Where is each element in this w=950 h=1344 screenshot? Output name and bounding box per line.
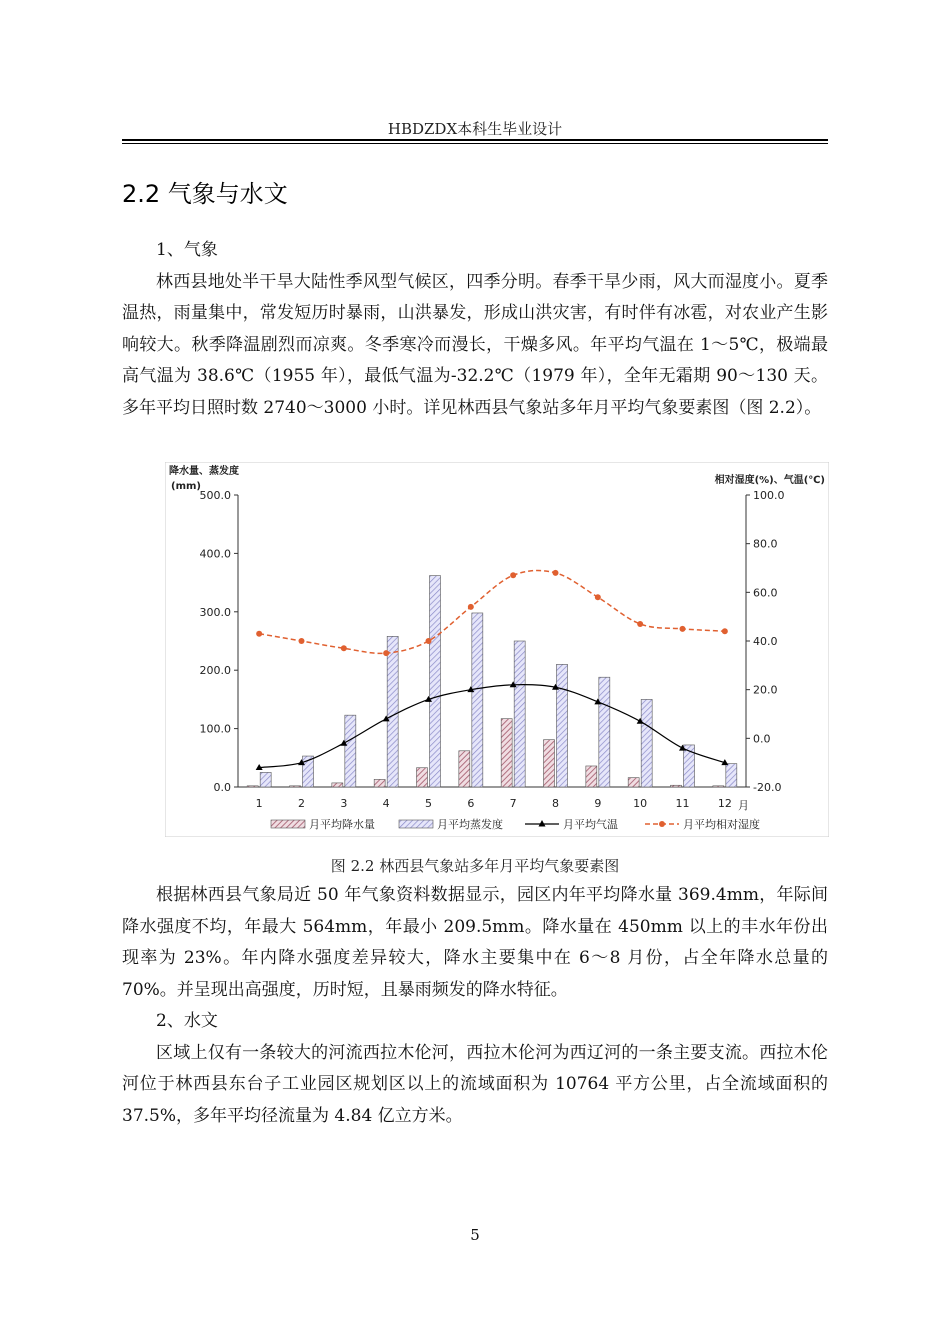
climate-chart	[165, 462, 829, 837]
bar-precipitation	[247, 786, 258, 787]
y-tick-label-right: 40.0	[753, 635, 778, 648]
x-tick-label: 9	[594, 797, 602, 810]
bar-evaporation	[472, 613, 483, 787]
x-tick-label: 11	[675, 797, 690, 810]
paragraph-heading-meteorology: 1、气象	[156, 240, 218, 260]
point-humidity	[510, 572, 516, 578]
y-tick-label-left: 200.0	[199, 664, 231, 678]
bar-precipitation	[713, 786, 724, 787]
y-axis-left-label: 降水量、蒸发度	[169, 466, 239, 477]
bar-precipitation	[290, 786, 301, 787]
body-text-top	[122, 235, 828, 424]
y-tick-label-right: -20.0	[753, 781, 782, 794]
x-tick-label: 1	[255, 797, 263, 810]
x-tick-label: 12	[717, 797, 732, 810]
legend-label-evaporation: 月平均蒸发度	[437, 818, 503, 831]
y-tick-label-left: 300.0	[199, 605, 231, 619]
bar-evaporation	[599, 677, 610, 787]
bar-precipitation	[459, 751, 470, 787]
x-tick-label: 10	[633, 797, 648, 810]
point-humidity	[426, 638, 432, 644]
point-humidity	[595, 594, 601, 600]
point-humidity	[680, 626, 686, 632]
bar-evaporation	[641, 699, 652, 787]
y-tick-label-left: 0.0	[213, 781, 231, 794]
bar-precipitation	[374, 779, 385, 787]
point-humidity	[299, 638, 305, 644]
bar-evaporation	[726, 764, 737, 787]
legend-swatch-evaporation	[399, 820, 433, 828]
bar-precipitation	[628, 778, 639, 787]
point-humidity	[341, 645, 347, 651]
header-rule	[122, 139, 828, 141]
x-tick-label: 5	[425, 797, 432, 810]
y-tick-label-right: 100.0	[753, 489, 785, 502]
bar-precipitation	[417, 768, 428, 787]
y-tick-label-right: 60.0	[753, 586, 778, 600]
paragraph-heading-hydrology: 2、水文	[156, 1011, 218, 1031]
page-header: HBDZDX本科生毕业设计	[387, 120, 563, 138]
point-humidity	[256, 631, 262, 637]
y-axis-left-unit: (mm)	[171, 481, 201, 492]
paragraph-hydrology: 区域上仅有一条较大的河流西拉木伦河，西拉木伦河为西辽河的一条主要支流。西拉木伦河位于林西县东台子工业园区规划区以上的流域面积为 10764 平方公里，占全流域面积的 37.5%，多年平均径流量为 4.84 亿立方米。	[122, 1042, 828, 1126]
bar-precipitation	[501, 719, 512, 787]
legend-marker-humidity	[659, 821, 665, 827]
header-rule-thin	[122, 143, 828, 144]
y-tick-label-left: 500.0	[199, 489, 231, 502]
bar-evaporation	[260, 772, 271, 787]
x-tick-label: 2	[298, 797, 305, 810]
legend-label-humidity: 月平均相对湿度	[683, 818, 760, 831]
legend-label-precipitation: 月平均降水量	[309, 818, 375, 831]
x-axis-label: 月	[738, 799, 749, 812]
legend-swatch-precipitation	[271, 820, 305, 828]
x-tick-label: 6	[467, 797, 475, 810]
point-humidity	[383, 650, 389, 656]
bar-evaporation	[430, 576, 441, 787]
y-axis-right-label: 相对湿度(%)、气温(℃)	[714, 475, 825, 486]
point-humidity	[722, 628, 728, 634]
x-tick-label: 8	[552, 797, 559, 810]
bar-evaporation	[557, 664, 568, 787]
climate-chart-svg	[165, 462, 829, 837]
page-number: 5	[470, 1226, 480, 1244]
y-tick-label-left: 100.0	[199, 722, 231, 736]
paragraph-precipitation: 根据林西县气象局近 50 年气象资料数据显示，园区内年平均降水量 369.4mm，年际间降水强度不均，年最大 564mm，年最小 209.5mm。降水量在 450mm 以上的丰水年份出现率为 23%。年内降水强度差异较大，降水主要集中在 6～8 月份，占全年降水总量的 70%。并呈现出高强度，历时短，且暴雨频发的降水特征。	[122, 885, 828, 1000]
bar-evaporation	[387, 636, 398, 787]
body-text-bottom	[122, 880, 828, 1132]
figure-caption: 图 2.2 林西县气象站多年月平均气象要素图	[330, 857, 620, 875]
y-tick-label-right: 80.0	[753, 537, 778, 551]
y-tick-label-left: 400.0	[199, 547, 231, 561]
bar-precipitation	[671, 785, 682, 787]
bar-precipitation	[544, 740, 555, 787]
y-tick-label-right: 0.0	[753, 732, 771, 746]
x-tick-label: 3	[340, 797, 348, 810]
bar-evaporation	[514, 641, 525, 787]
point-humidity	[637, 621, 643, 627]
x-tick-label: 4	[382, 797, 390, 810]
legend-label-temperature: 月平均气温	[563, 818, 618, 831]
point-humidity	[553, 570, 559, 576]
y-tick-label-right: 20.0	[753, 683, 778, 697]
section-title: 2.2 气象与水文	[122, 180, 288, 208]
bar-precipitation	[586, 766, 597, 787]
paragraph-meteorology: 林西县地处半干旱大陆性季风型气候区，四季分明。春季干旱少雨，风大而湿度小。夏季温热，雨量集中，常发短历时暴雨，山洪暴发，形成山洪灾害，有时伴有冰雹，对农业产生影响较大。秋季降温剧烈而凉爽。冬季寒冷而漫长，干燥多风。年平均气温在 1～5℃，极端最高气温为 38.6℃（1955 年），最低气温为-32.2℃（1979 年），全年无霜期 90～130 天。多年平均日照时数 2740～3000 小时。详见林西县气象站多年月平均气象要素图（图 2.2）。	[122, 271, 828, 418]
x-tick-label: 7	[509, 797, 517, 810]
bar-precipitation	[332, 783, 343, 787]
bar-evaporation	[345, 715, 356, 787]
point-humidity	[468, 604, 474, 610]
